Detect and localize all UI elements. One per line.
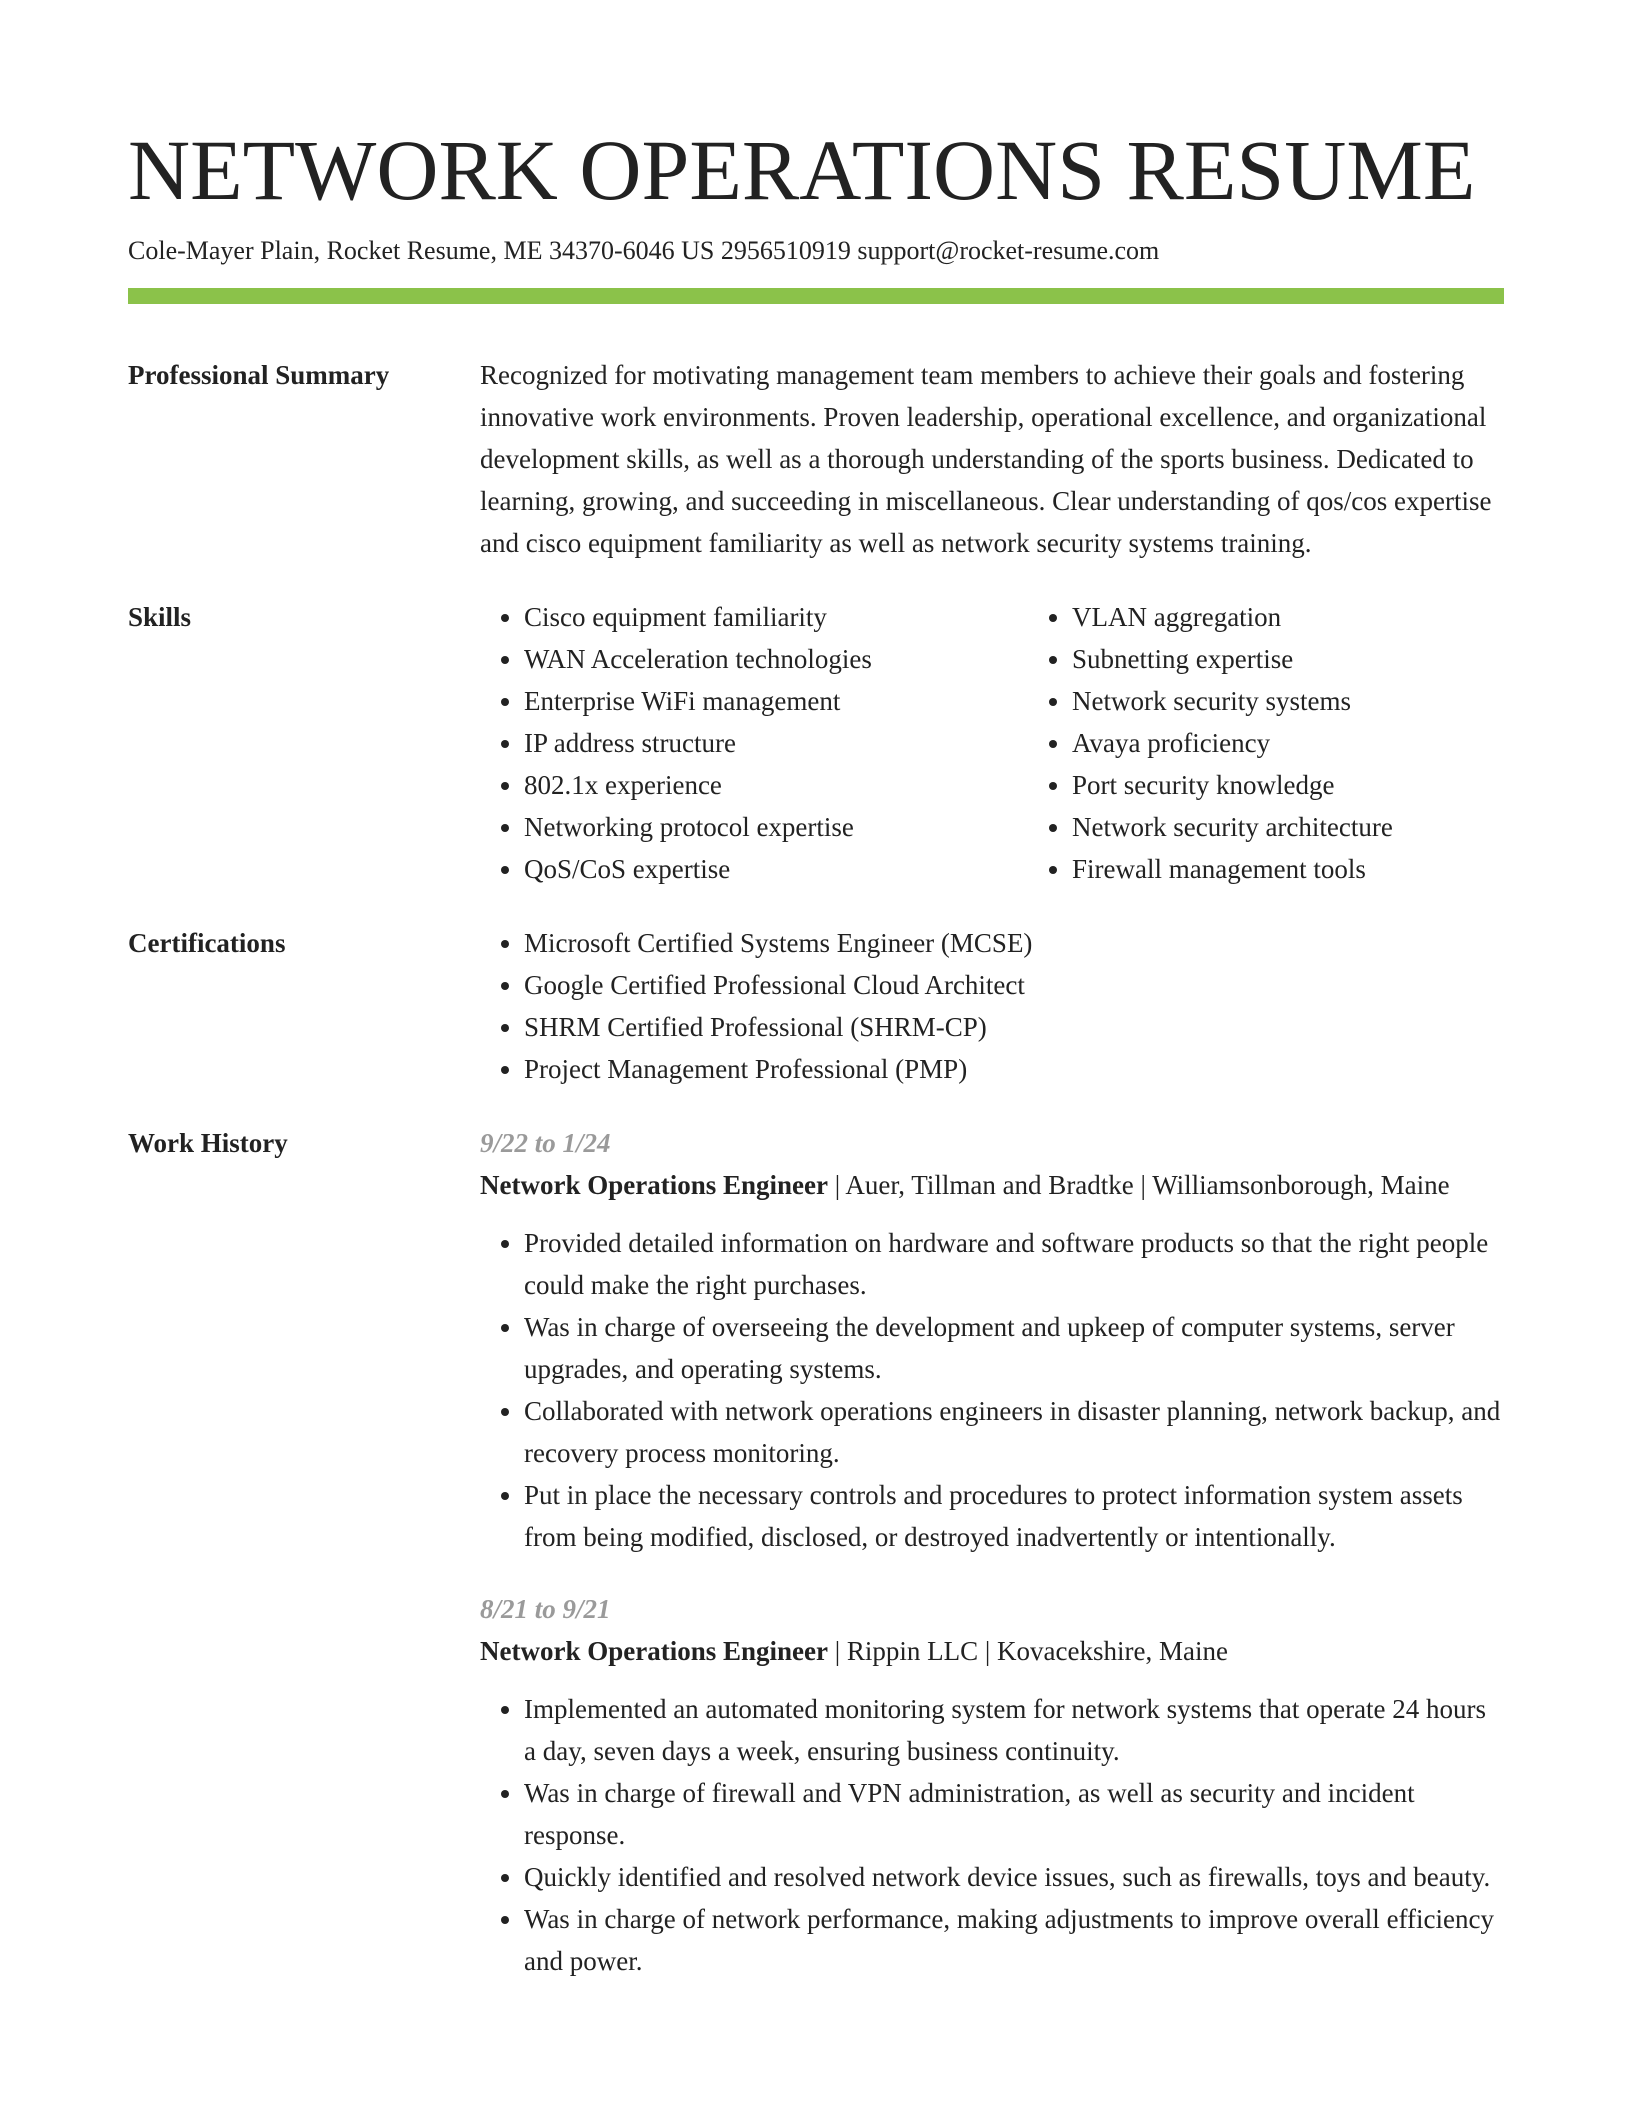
job-dates: 9/22 to 1/24 bbox=[480, 1128, 611, 1158]
job-bullet: • Put in place the necessary controls and procedures to protect information system assets from being modified, disclosed, or destroyed inadvertently or intentionally. bbox=[524, 1474, 1504, 1558]
resume-page bbox=[128, 120, 1504, 1982]
work-history-body bbox=[480, 1122, 1504, 1982]
skill-item: • QoS/CoS expertise bbox=[524, 848, 1028, 890]
certification-item: • Google Certified Professional Cloud Architect bbox=[524, 964, 1504, 1006]
skills-columns bbox=[480, 596, 1576, 890]
section-label-certifications: Certifications bbox=[128, 928, 286, 958]
job-bullet: • Provided detailed information on hardware and software products so that the right people could make the right purchases. bbox=[524, 1222, 1504, 1306]
work-history-section bbox=[128, 1122, 1504, 1982]
certification-item: • Microsoft Certified Systems Engineer (MCSE) bbox=[524, 922, 1504, 964]
skill-item: • Networking protocol expertise bbox=[524, 806, 1028, 848]
job-details: | Rippin LLC | Kovacekshire, Maine bbox=[827, 1636, 1228, 1666]
certification-item: • SHRM Certified Professional (SHRM-CP) bbox=[524, 1006, 1504, 1048]
skill-item: • Enterprise WiFi management bbox=[524, 680, 1028, 722]
job-bullet: • Was in charge of overseeing the development and upkeep of computer systems, server upgrades, and operating systems. bbox=[524, 1306, 1504, 1390]
skill-item: • VLAN aggregation bbox=[1072, 596, 1576, 638]
section-label-skills: Skills bbox=[128, 602, 192, 632]
job-bullet: • Quickly identified and resolved network device issues, such as firewalls, toys and beauty. bbox=[524, 1856, 1504, 1898]
skills-list-left bbox=[480, 596, 1028, 890]
section-label-summary: Professional Summary bbox=[128, 360, 390, 390]
skill-item: • Firewall management tools bbox=[1072, 848, 1576, 890]
skill-item: • Port security knowledge bbox=[1072, 764, 1576, 806]
certification-item: • Project Management Professional (PMP) bbox=[524, 1048, 1504, 1090]
skill-item: • Network security systems bbox=[1072, 680, 1576, 722]
job-entry bbox=[480, 1588, 1504, 1982]
job-details: | Auer, Tillman and Bradtke | Williamsonborough, Maine bbox=[827, 1170, 1450, 1200]
certifications-section bbox=[128, 922, 1504, 1090]
job-bullets bbox=[480, 1688, 1504, 1982]
skill-item: • IP address structure bbox=[524, 722, 1028, 764]
contact-line: Cole-Mayer Plain, Rocket Resume, ME 34370-6046 US 2956510919 support@rocket-resume.com bbox=[128, 236, 1160, 265]
job-bullet: • Was in charge of firewall and VPN administration, as well as security and incident response. bbox=[524, 1772, 1504, 1856]
job-bullet: • Collaborated with network operations engineers in disaster planning, network backup, and recovery process monitoring. bbox=[524, 1390, 1504, 1474]
certifications-list bbox=[480, 922, 1504, 1090]
job-bullets bbox=[480, 1222, 1504, 1558]
job-entry bbox=[480, 1122, 1504, 1558]
job-bullet: • Implemented an automated monitoring system for network systems that operate 24 hours a day, seven days a week, ensuring business continuity. bbox=[524, 1688, 1504, 1772]
skill-item: • 802.1x experience bbox=[524, 764, 1028, 806]
skill-item: • WAN Acceleration technologies bbox=[524, 638, 1028, 680]
header-divider bbox=[128, 288, 1504, 304]
job-title: Network Operations Engineer bbox=[480, 1636, 828, 1666]
section-label-work-history: Work History bbox=[128, 1128, 288, 1158]
skills-section bbox=[128, 596, 1504, 890]
summary-text: Recognized for motivating management team members to achieve their goals and fostering innovative work environments. Proven leadership, operational excellence, and organizational development skills, as well as a thorough understanding of the sports business. Dedicated to learning, growing, and succeeding in miscellaneous. Clear understanding of qos/cos expertise and cisco equipment familiarity as well as network security systems training. bbox=[480, 360, 1492, 558]
job-bullet: • Was in charge of network performance, making adjustments to improve overall efficiency and power. bbox=[524, 1898, 1504, 1982]
certifications-body bbox=[480, 922, 1504, 1090]
job-heading bbox=[480, 1630, 1504, 1672]
skill-item: • Cisco equipment familiarity bbox=[524, 596, 1028, 638]
job-dates: 8/21 to 9/21 bbox=[480, 1594, 611, 1624]
resume-title: NETWORK OPERATIONS RESUME bbox=[128, 122, 1476, 218]
skill-item: • Subnetting expertise bbox=[1072, 638, 1576, 680]
job-title: Network Operations Engineer bbox=[480, 1170, 828, 1200]
skill-item: • Avaya proficiency bbox=[1072, 722, 1576, 764]
job-heading bbox=[480, 1164, 1504, 1206]
skills-list-right bbox=[1028, 596, 1576, 890]
summary-section bbox=[128, 354, 1504, 564]
skill-item: • Network security architecture bbox=[1072, 806, 1576, 848]
